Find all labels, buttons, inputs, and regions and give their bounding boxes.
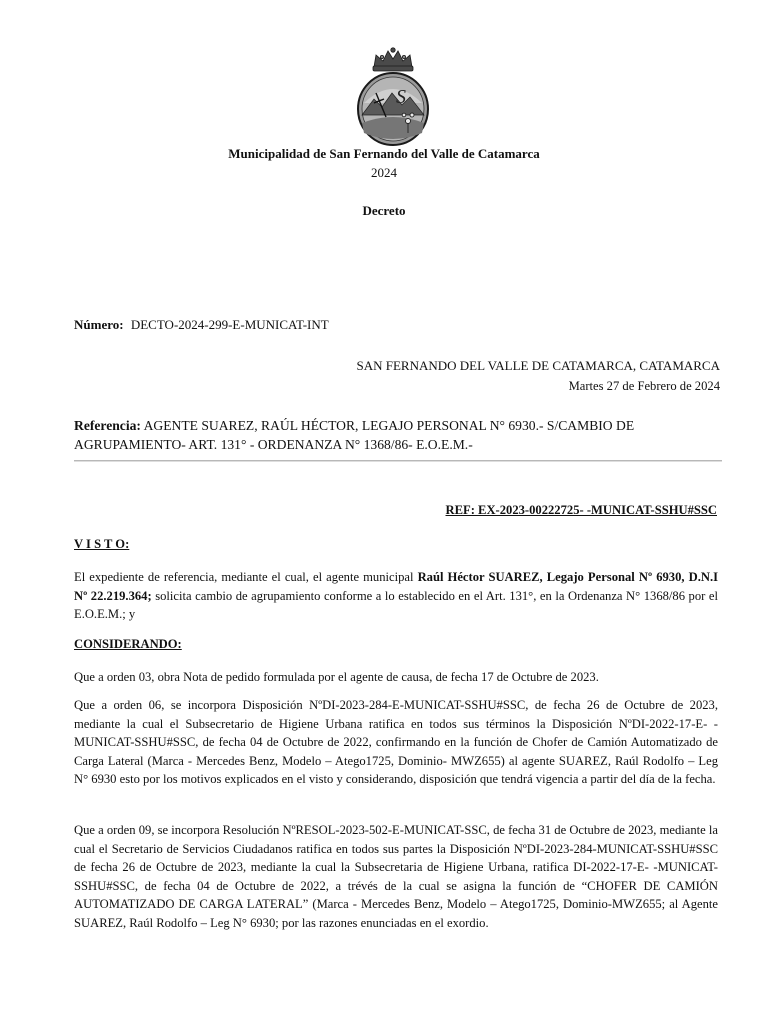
considerando-paragraph-1: Que a orden 03, obra Nota de pedido formulada por el agente de causa, de fecha 17 de Octubre de 2023. <box>74 670 599 684</box>
considerando-paragraph-3: Que a orden 09, se incorpora Resolución NºRESOL-2023-502-E-MUNICAT-SSC, de fecha 31 de Octubre de 2023, mediante la cual el Secretario de Servicios Ciudadanos ratifica en todos sus partes la Disposición NºDI-2023-284-MUNICAT-SSHU#SSC de fecha 26 de Octubre de 2023, mediante la cual la Subsecretaria de Higiene Urbana, ratifica DI-2022-17-E- -MUNICAT-SSHU#SSC, de fecha 04 de Octubre de 2022, a trévés de la cual se asigna la función de “CHOFER DE CAMIÓN AUTOMATIZADO DE CARGA LATERAL” (Marca - Mercedes Benz, Modelo – Atego1725, Dominio-MWZ655; al Agente SUAREZ, Raúl Rodolfo – Leg N° 6930; por las razones enunciadas en el exordio. <box>74 823 718 930</box>
referencia-line-2: AGRUPAMIENTO- ART. 131° - ORDENANZA N° 1368/86- E.O.E.M.- <box>74 437 473 452</box>
visto-text-before: El expediente de referencia, mediante el cual, el agente municipal <box>74 570 418 584</box>
referencia-block <box>74 416 734 454</box>
municipal-coat-of-arms <box>352 45 434 149</box>
date-line: Martes 27 de Febrero de 2024 <box>568 379 720 393</box>
numero-label: Número: <box>74 317 124 332</box>
numero-value: DECTO-2024-299-E-MUNICAT-INT <box>130 317 329 332</box>
numero-line <box>74 317 329 333</box>
referencia-text-1: AGENTE SUAREZ, RAÚL HÉCTOR, LEGAJO PERSONAL N° 6930.- S/CAMBIO DE <box>143 418 635 433</box>
svg-text:S: S <box>396 86 406 108</box>
referencia-line-1 <box>74 416 734 435</box>
place-line: SAN FERNANDO DEL VALLE DE CATAMARCA, CATAMARCA <box>356 358 720 373</box>
referencia-label: Referencia: <box>74 418 141 433</box>
considerando-paragraph-2: Que a orden 06, se incorpora Disposición NºDI-2023-284-E-MUNICAT-SSHU#SSC, de fecha 26 de Octubre de 2023, mediante la cual el Subsecretario de Higiene Urbana ratifica en todos sus términos la Disposición NºDI-2022-17-E- -MUNICAT-SSHU#SSC, de fecha 04 de Octubre de 2022, confirmando en la función de Chofer de Camión Automatizado de Carga Lateral (Marca - Mercedes Benz, Modelo – Atego1725, Dominio- MWZ655) al agente SUAREZ, Raúl Rodolfo – Leg N° 6930 esto por los motivos explicados en el visto y considerando, disposición que tendrá vigencia a partir del día de la fecha. <box>74 698 718 786</box>
ref-expediente: REF: EX-2023-00222725- -MUNICAT-SSHU#SSC <box>445 503 717 517</box>
visto-paragraph <box>74 568 718 624</box>
considerando-heading: CONSIDERANDO: <box>74 637 182 651</box>
section-divider <box>74 460 722 462</box>
municipality-name: Municipalidad de San Fernando del Valle de Catamarca <box>228 146 540 161</box>
crown-icon <box>373 48 413 71</box>
document-type-title: Decreto <box>362 203 406 218</box>
visto-text-after: solicita cambio de agrupamiento conforme a lo establecido en el Art. 131°, en la Ordenanza N° 1368/86 por el E.O.E.M.; y <box>74 588 718 621</box>
visto-text-bold: Raúl Héctor SUAREZ, Legajo Personal Nº 6930, D.N.I Nº 22.219.364; <box>74 570 719 603</box>
visto-heading: V I S T O: <box>74 537 130 551</box>
document-year: 2024 <box>371 165 397 180</box>
